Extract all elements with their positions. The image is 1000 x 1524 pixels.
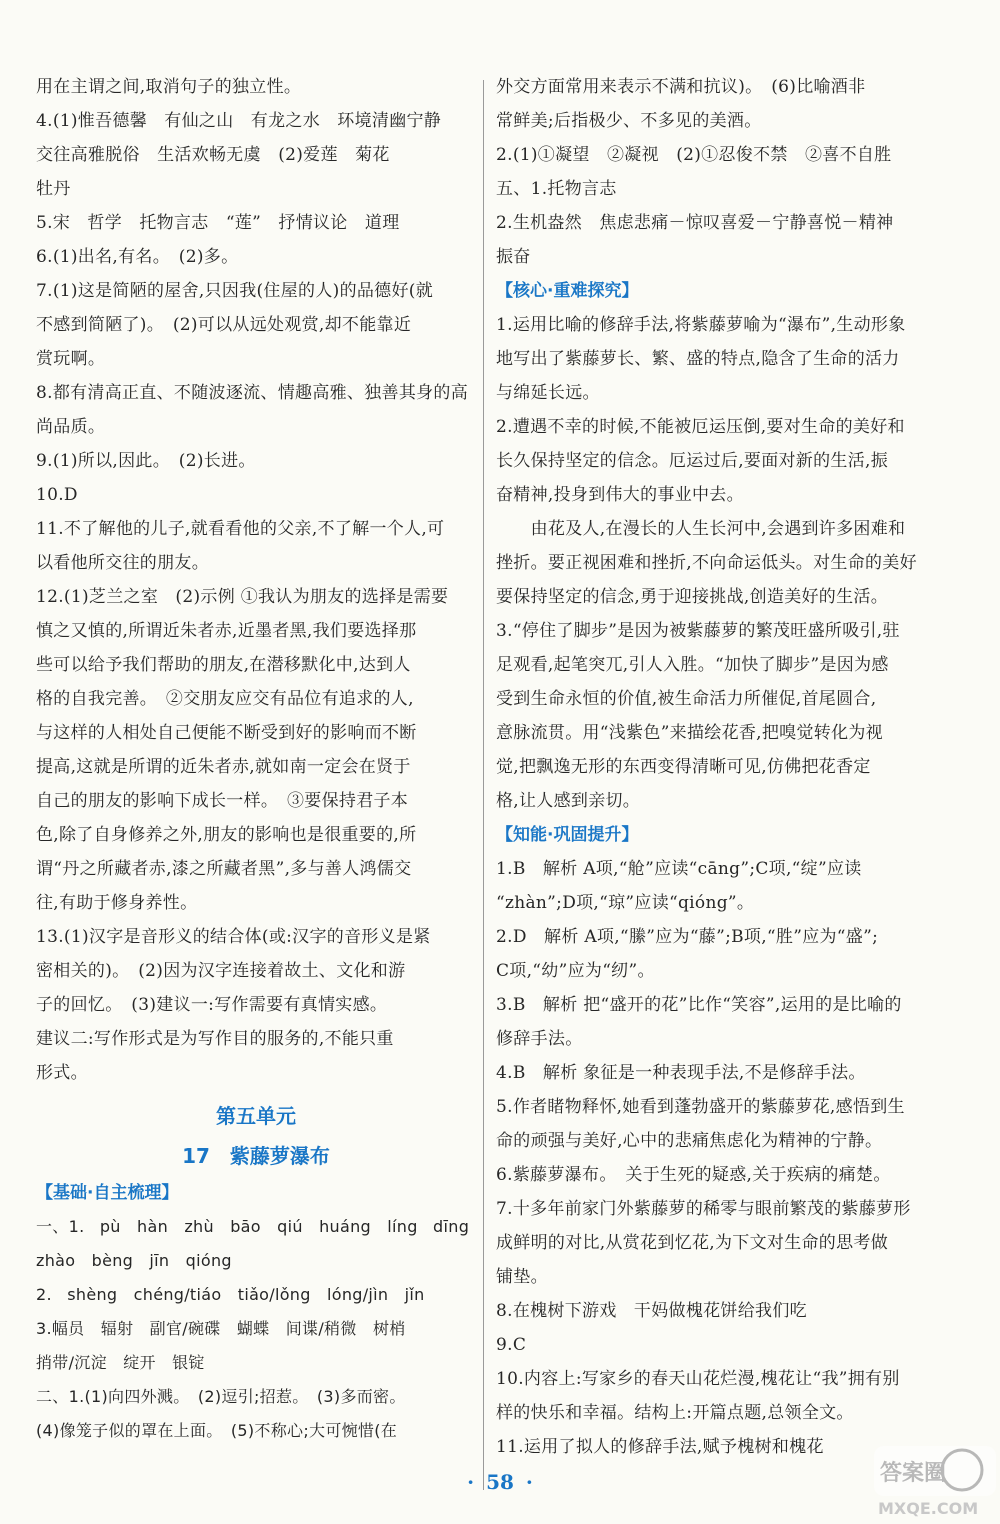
- basic-answer-block: [36, 1210, 476, 1448]
- right-top-block: [496, 70, 928, 274]
- text-line: 地写出了紫藤萝长、繁、盛的特点,隐含了生命的活力: [496, 349, 900, 369]
- text-line: 10.内容上:写家乡的春天山花烂漫,槐花让“我”拥有别: [496, 1369, 900, 1389]
- text-line: 常鲜美;后指极少、不多见的美酒。: [496, 111, 762, 131]
- text-line: 1.运用比喻的修辞手法,将紫藤萝喻为“瀑布”,生动形象: [496, 315, 906, 335]
- text-line: 觉,把飘逸无形的东西变得清晰可见,仿佛把花香定: [496, 757, 871, 777]
- section-label-skill: 【知能·巩固提升】: [496, 825, 639, 845]
- text-line: 2. shèng chéng/tiáo tiǎo/lǒng lóng/jìn jǐn: [36, 1285, 425, 1304]
- text-line: 4.(1)惟吾德馨 有仙之山 有龙之水 环境清幽宁静: [36, 111, 442, 131]
- text-line: 与这样的人相处自己便能不断受到好的影响而不断: [36, 723, 417, 743]
- unit-title: 第五单元: [216, 1104, 296, 1128]
- text-line: 13.(1)汉字是音形义的结合体(或:汉字的音形义是紧: [36, 927, 431, 947]
- text-line: 2.(1)①凝望 ②凝视 (2)①忍俊不禁 ②喜不自胜: [496, 145, 892, 165]
- text-line: 11.运用了拟人的修辞手法,赋予槐树和槐花: [496, 1437, 824, 1457]
- text-line: 样的快乐和幸福。结构上:开篇点题,总领全文。: [496, 1403, 854, 1423]
- text-line: zhào bèng jīn qióng: [36, 1251, 232, 1270]
- text-line: 5.作者睹物释怀,她看到蓬勃盛开的紫藤萝花,感悟到生: [496, 1097, 905, 1117]
- text-line: 挫折。要正视困难和挫折,不向命运低头。对生命的美好: [496, 553, 917, 573]
- text-line: 命的顽强与美好,心中的悲痛焦虑化为精神的宁静。: [496, 1131, 883, 1151]
- text-line: 12.(1)芝兰之室 (2)示例 ①我认为朋友的选择是需要: [36, 587, 449, 607]
- section-label-core: 【核心·重难探究】: [496, 281, 639, 301]
- text-line: “zhàn”;D项,“琼”应读“qióng”。: [496, 893, 755, 913]
- text-line: 谓“丹之所藏者赤,漆之所藏者黑”,多与善人鸿儒交: [36, 859, 412, 879]
- text-line: 由花及人,在漫长的人生长河中,会遇到许多困难和: [496, 519, 906, 539]
- text-line: 5.宋 哲学 托物言志 “莲” 抒情议论 道理: [36, 213, 400, 233]
- text-line: 4.B 解析 象征是一种表现手法,不是修辞手法。: [496, 1063, 866, 1083]
- left-answer-block: [36, 70, 476, 1090]
- text-line: 以看他所交往的朋友。: [36, 553, 209, 573]
- text-line: 9.(1)所以,因此。 (2)长进。: [36, 451, 256, 471]
- text-line: 自己的朋友的影响下成长一样。 ③要保持君子本: [36, 791, 409, 811]
- text-line: 色,除了自身修养之外,朋友的影响也是很重要的,所: [36, 825, 417, 845]
- text-line: 不感到简陋了)。 (2)可以从远处观赏,却不能靠近: [36, 315, 412, 335]
- text-line: 11.不了解他的儿子,就看看他的父亲,不了解一个人,可: [36, 519, 445, 539]
- text-line: 奋精神,投身到伟大的事业中去。: [496, 485, 744, 505]
- text-line: 子的回忆。 (3)建议一:写作需要有真情实感。: [36, 995, 388, 1015]
- text-line: 提高,这就是所谓的近朱者赤,就如南一定会在贤于: [36, 757, 411, 777]
- text-line: 修辞手法。: [496, 1029, 583, 1049]
- text-line: 二、1.(1)向四外溅。 (2)逗引;招惹。 (3)多而密。: [36, 1387, 406, 1406]
- text-line: 受到生命永恒的价值,被生命活力所催促,首尾圆合,: [496, 689, 877, 709]
- section-label-basic: 【基础·自主梳理】: [36, 1183, 179, 1203]
- text-line: 交往高雅脱俗 生活欢畅无虞 (2)爱莲 菊花: [36, 145, 390, 165]
- text-line: 一、1. pù hàn zhù bāo qiú huáng líng dīng: [36, 1217, 470, 1236]
- text-line: 捎带/沉淀 绽开 银锭: [36, 1353, 205, 1372]
- right-column: [496, 70, 928, 1464]
- skill-answer-block: [496, 852, 928, 1464]
- text-line: 8.都有清高正直、不随波逐流、情趣高雅、独善其身的高: [36, 383, 469, 403]
- svg-text:答案圈: 答案圈: [880, 1461, 947, 1486]
- text-line: 与绵延长远。: [496, 383, 600, 403]
- text-line: 格的自我完善。 ②交朋友应交有品位有追求的人,: [36, 689, 414, 709]
- text-line: 8.在槐树下游戏 干妈做槐花饼给我们吃: [496, 1301, 807, 1321]
- left-column: [36, 70, 476, 1448]
- text-line: 7.(1)这是简陋的屋舍,只因我(住屋的人)的品德好(就: [36, 281, 433, 301]
- text-line: 赏玩啊。: [36, 349, 106, 369]
- text-line: 6.(1)出名,有名。 (2)多。: [36, 247, 239, 267]
- column-divider: [483, 80, 484, 1490]
- text-line: 2.遭遇不幸的时候,不能被厄运压倒,要对生命的美好和: [496, 417, 905, 437]
- text-line: 形式。: [36, 1063, 88, 1083]
- text-line: 3.B 解析 把“盛开的花”比作“笑容”,运用的是比喻的: [496, 995, 902, 1015]
- text-line: (4)像笼子似的罩在上面。 (5)不称心;大可惋惜(在: [36, 1421, 398, 1440]
- text-line: 格,让人感到亲切。: [496, 791, 641, 811]
- text-line: 建议二:写作形式是为写作目的服务的,不能只重: [36, 1029, 394, 1049]
- text-line: 10.D: [36, 485, 78, 505]
- text-line: 成鲜明的对比,从赏花到忆花,为下文对生命的思考做: [496, 1233, 889, 1253]
- text-line: 3.“停住了脚步”是因为被紫藤萝的繁茂旺盛所吸引,驻: [496, 621, 900, 641]
- text-line: 2.D 解析 A项,“縢”应为“藤”;B项,“胜”应为“盛”;: [496, 927, 879, 947]
- text-line: 长久保持坚定的信念。厄运过后,要面对新的生活,振: [496, 451, 889, 471]
- text-line: 9.C: [496, 1335, 527, 1355]
- page-number: 58: [486, 1470, 514, 1494]
- text-line: 2.生机盎然 焦虑悲痛－惊叹喜爱－宁静喜悦－精神: [496, 213, 894, 233]
- text-line: 尚品质。: [36, 417, 106, 437]
- text-line: C项,“幼”应为“纫”。: [496, 961, 655, 981]
- svg-text:MXQE.COM: MXQE.COM: [878, 1499, 979, 1518]
- core-answer-block: [496, 308, 928, 818]
- text-line: 1.B 解析 A项,“舱”应读“cāng”;C项,“绽”应读: [496, 859, 862, 879]
- text-line: 牡丹: [36, 179, 71, 199]
- lesson-title: 17 紫藤萝瀑布: [182, 1144, 330, 1168]
- text-line: 意脉流贯。用“浅紫色”来描绘花香,把嗅觉转化为视: [496, 723, 883, 743]
- page-footer: · 58 ·: [467, 1470, 533, 1494]
- text-line: 用在主谓之间,取消句子的独立性。: [36, 77, 302, 97]
- text-line: 慎之又慎的,所谓近朱者赤,近墨者黑,我们要选择那: [36, 621, 417, 641]
- text-line: 7.十多年前家门外紫藤萝的稀零与眼前繁茂的紫藤萝形: [496, 1199, 911, 1219]
- text-line: 密相关的)。 (2)因为汉字连接着故土、文化和游: [36, 961, 406, 981]
- text-line: 要保持坚定的信念,勇于迎接挑战,创造美好的生活。: [496, 587, 889, 607]
- text-line: 3.幅员 辐射 副官/碗碟 蝴蝶 间谍/稍微 树梢: [36, 1319, 406, 1338]
- text-line: 振奋: [496, 247, 531, 267]
- watermark-logo: [870, 1440, 1000, 1524]
- text-line: 铺垫。: [496, 1267, 548, 1287]
- text-line: 足观看,起笔突兀,引人入胜。“加快了脚步”是因为感: [496, 655, 889, 675]
- text-line: 五、1.托物言志: [496, 179, 617, 199]
- text-line: 外交方面常用来表示不满和抗议)。 (6)比喻酒非: [496, 77, 866, 97]
- text-line: 些可以给予我们帮助的朋友,在潜移默化中,达到人: [36, 655, 411, 675]
- text-line: 往,有助于修身养性。: [36, 893, 198, 913]
- text-line: 6.紫藤萝瀑布。 关于生死的疑惑,关于疾病的痛楚。: [496, 1165, 891, 1185]
